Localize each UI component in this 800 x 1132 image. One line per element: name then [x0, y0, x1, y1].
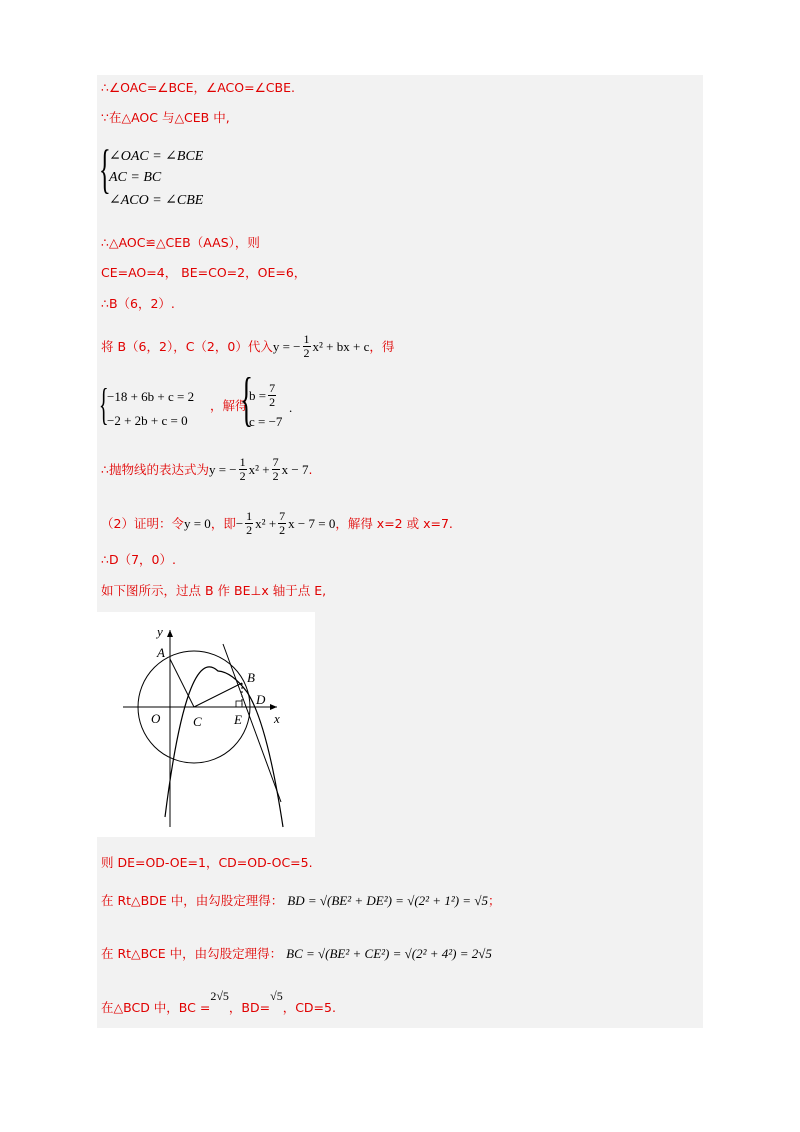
frac-den: 2 — [239, 469, 246, 483]
line-point-d: ∴D（7，0）. — [101, 552, 176, 567]
label-y: y — [157, 624, 163, 639]
proof-post: ，解得 x=2 或 x=7. — [335, 515, 453, 531]
solution-panel — [97, 75, 703, 1028]
frac-den: 2 — [272, 469, 279, 483]
parabola-eq — [273, 333, 370, 360]
sys2-row1: −18 + 6b + c = 2 — [107, 389, 195, 404]
sys1-row1: ∠OAC = ∠BCE — [109, 149, 204, 164]
sys1-row3: ∠ACO = ∠CBE — [109, 193, 204, 208]
frac-num: 7 — [269, 381, 276, 395]
frac-num: 7 — [279, 509, 286, 523]
line-congruent: ∴△AOC≌△CEB（AAS），则 — [101, 235, 260, 250]
parabola-curve — [165, 667, 283, 827]
brace: { — [99, 380, 109, 429]
line-triangles: ∵在△AOC 与△CEB 中, — [101, 110, 230, 125]
quadratic-eq — [236, 510, 336, 537]
fraction — [268, 382, 276, 409]
bcd-post: ，CD=5. — [282, 1000, 336, 1015]
label-o: O — [151, 711, 161, 726]
parabola-text: ∴抛物线的表达式为 — [101, 461, 209, 477]
sys3-row2: c = −7 — [249, 414, 283, 429]
line-bcd — [101, 989, 336, 1016]
line-point-b: ∴B（6，2）. — [101, 296, 175, 311]
frac-den: 2 — [279, 523, 286, 537]
substitute-text: 将 B（6，2），C（2，0）代入 — [101, 338, 273, 354]
sys2-row2: −2 + 2b + c = 0 — [107, 413, 188, 428]
eq-part: y = − — [208, 461, 237, 477]
geometry-figure — [97, 612, 315, 837]
frac-num: 1 — [246, 509, 253, 523]
eq-part: x − 7 = 0 — [288, 515, 336, 531]
bc-text: 在 Rt△BCE 中，由勾股定理得： — [101, 946, 283, 961]
fraction — [245, 510, 253, 537]
line-parabola — [101, 456, 312, 483]
sys1-row2: AC = BC — [109, 170, 162, 185]
line-proof — [101, 510, 453, 537]
right-angle-mark — [236, 701, 242, 707]
eq-part: x − 7 — [281, 461, 309, 477]
frac-num: 1 — [303, 332, 310, 346]
tangent-line — [223, 644, 281, 802]
bcd-mid: ，BD= — [228, 1000, 271, 1015]
eq-part: − — [235, 515, 244, 531]
sys3-row1 — [249, 382, 278, 409]
frac-den: 2 — [269, 395, 276, 409]
line-angles-equal: ∴∠OAC=∠BCE，∠ACO=∠CBE. — [101, 80, 295, 95]
parabola-post: . — [308, 461, 313, 477]
line-lengths: CE=AO=4， BE=CO=2，OE=6， — [101, 265, 307, 280]
x-arrow-icon — [270, 704, 277, 710]
sys3-b: b = — [249, 387, 267, 403]
fraction — [239, 456, 247, 483]
frac-num: 1 — [239, 455, 246, 469]
fraction — [278, 510, 286, 537]
bd-post: ； — [487, 893, 501, 908]
line-de-cd: 则 DE=OD-OE=1，CD=OD-OC=5. — [101, 855, 313, 870]
label-x: x — [274, 711, 280, 726]
eq-part: x² + — [255, 515, 277, 531]
bc-value: 2√5 — [210, 989, 229, 1003]
fraction — [272, 456, 280, 483]
solve-text: ，解得 — [210, 398, 248, 413]
line-bc — [101, 946, 492, 962]
frac-den: 2 — [246, 523, 253, 537]
figure-svg — [97, 612, 315, 837]
label-b: B — [247, 670, 255, 685]
label-e: E — [234, 712, 242, 727]
bd-value: √5 — [270, 989, 283, 1003]
sys3-end: . — [289, 400, 293, 415]
eq-part: x² + bx + c — [312, 338, 370, 354]
fraction — [303, 333, 311, 360]
frac-den: 2 — [303, 346, 310, 360]
eq-part: y = − — [272, 338, 301, 354]
bd-text: 在 Rt△BDE 中，由勾股定理得： — [101, 893, 284, 908]
label-d: D — [256, 692, 266, 707]
parabola-expr — [209, 456, 309, 483]
proof-mid: ，即 — [210, 515, 236, 531]
y-arrow-icon — [167, 630, 173, 637]
line-figure-intro: 如下图所示，过点 B 作 BE⊥x 轴于点 E, — [101, 583, 327, 598]
line-substitute — [101, 333, 394, 360]
label-c: C — [193, 714, 202, 729]
proof-text: （2）证明：令 — [101, 515, 184, 531]
label-a: A — [157, 645, 165, 660]
eq-part: x² + — [248, 461, 270, 477]
segment-cb — [194, 683, 242, 707]
brace: { — [99, 139, 111, 199]
eq-y0: y = 0 — [183, 515, 211, 531]
brace: { — [240, 366, 253, 432]
bd-equation: BD = √(BE² + DE²) = √(2² + 1²) = √5 — [287, 893, 488, 908]
bcd-text: 在△BCD 中，BC = — [101, 1000, 211, 1015]
bc-equation: BC = √(BE² + CE²) = √(2² + 4²) = 2√5 — [286, 946, 492, 961]
frac-num: 7 — [272, 455, 279, 469]
substitute-post: ，得 — [369, 338, 395, 354]
segment-ac — [170, 659, 194, 707]
line-bd — [101, 893, 500, 909]
